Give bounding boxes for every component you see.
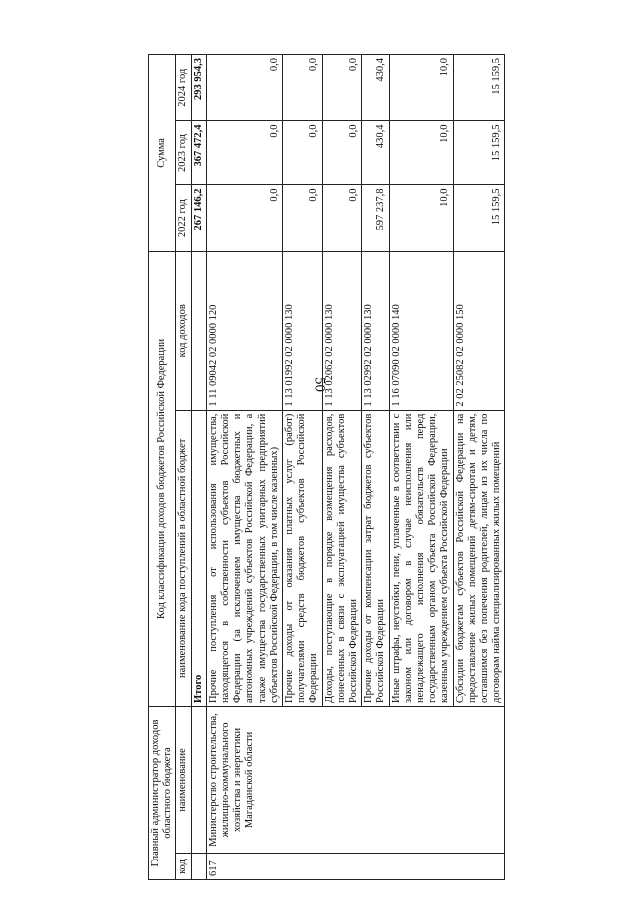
header-row-top — [149, 55, 176, 880]
total-row — [191, 55, 206, 880]
revenue-name: Иные штрафы, неустойки, пени, уплаченные в соответствии с законом или договором в случае неисполнения или ненадлежащего исполнения обязательств перед государственным органом субъекта Российской Федерации, казенным учреждением субъекта Российской Федерации — [389, 410, 453, 706]
revenue-code: 2 02 25082 02 0000 150 — [453, 251, 505, 410]
value-2023: 10,0 — [389, 121, 453, 185]
admin-name: Министерство строительства, жилищно-коммунального хозяйства и энергетики Магаданской области — [206, 706, 505, 853]
revenue-table — [148, 54, 505, 880]
revenue-name: Субсидии бюджетам субъектов Российской Федерации на предоставление жилых помещений детям-сиротам и детям, оставшимся без попечения родителей, лицам из их числа по договорам найма специализированных жилых помещений — [453, 410, 505, 706]
rotated-table-container — [148, 54, 558, 880]
total-empty-code — [191, 853, 206, 879]
value-2022: 10,0 — [389, 185, 453, 251]
revenue-code: 1 16 07090 02 0000 140 — [389, 251, 453, 410]
revenue-name: Доходы, поступающие в порядке возмещения расходов, понесенных в связи с эксплуатацией имущества субъектов Российской Федерации — [322, 410, 362, 706]
header-sum-group: Сумма — [149, 55, 176, 252]
total-label: Итого — [191, 410, 206, 706]
admin-code: 617 — [206, 853, 505, 879]
value-2022: 15 159,5 — [453, 185, 505, 251]
value-2022: 0,0 — [206, 185, 282, 251]
revenue-code: 1 13 02992 02 0000 130 — [362, 251, 389, 410]
revenue-name: Прочие поступления от использования имущества, находящегося в собственности субъектов Российской Федерации (за исключением имущества бюджетных и автономных учреждений субъектов Российской Федерации, а также имущества государственных унитарных предприятий субъектов Российской Федерации, в том числе казенных) — [206, 410, 282, 706]
header-revenue-name: наименование кода поступлений в областной бюджет — [176, 410, 191, 706]
header-year-2023: 2023 год — [176, 121, 191, 185]
value-2023: 0,0 — [206, 121, 282, 185]
header-admin-name: наименование — [176, 706, 191, 853]
total-2022: 267 146,2 — [191, 185, 206, 251]
total-2024: 293 954,3 — [191, 55, 206, 121]
total-2023: 367 472,4 — [191, 121, 206, 185]
value-2024: 0,0 — [322, 55, 362, 121]
total-empty-name — [191, 706, 206, 853]
header-row-columns — [176, 55, 191, 880]
value-2024: 0,0 — [283, 55, 323, 121]
value-2022: 597 237,8 — [362, 185, 389, 251]
header-year-2024: 2024 год — [176, 55, 191, 121]
page-number: 50 — [311, 377, 328, 392]
value-2024: 430,4 — [362, 55, 389, 121]
total-empty-revenue-code — [191, 251, 206, 410]
value-2022: 0,0 — [322, 185, 362, 251]
header-revenue-code: код доходов — [176, 251, 191, 410]
value-2023: 0,0 — [322, 121, 362, 185]
header-year-2022: 2022 год — [176, 185, 191, 251]
revenue-code: 1 13 01992 02 0000 130 — [283, 251, 323, 410]
revenue-code: 1 13 02062 02 0000 130 — [322, 251, 362, 410]
value-2024: 15 159,5 — [453, 55, 505, 121]
value-2023: 0,0 — [283, 121, 323, 185]
table-row — [206, 55, 282, 880]
value-2024: 10,0 — [389, 55, 453, 121]
revenue-name: Прочие доходы от оказания платных услуг (работ) получателями средств бюджетов субъектов Российской Федерации — [283, 410, 323, 706]
revenue-code: 1 11 09042 02 0000 120 — [206, 251, 282, 410]
value-2023: 15 159,5 — [453, 121, 505, 185]
header-admin-group: Главный администратор доходов областного бюджета — [149, 706, 176, 879]
value-2024: 0,0 — [206, 55, 282, 121]
header-classification-group: Код классификации доходов бюджетов Российской Федерации — [149, 251, 176, 706]
value-2022: 0,0 — [283, 185, 323, 251]
header-admin-code: код — [176, 853, 191, 879]
revenue-name: Прочие доходы от компенсации затрат бюджетов субъектов Российской Федерации — [362, 410, 389, 706]
value-2023: 430,4 — [362, 121, 389, 185]
